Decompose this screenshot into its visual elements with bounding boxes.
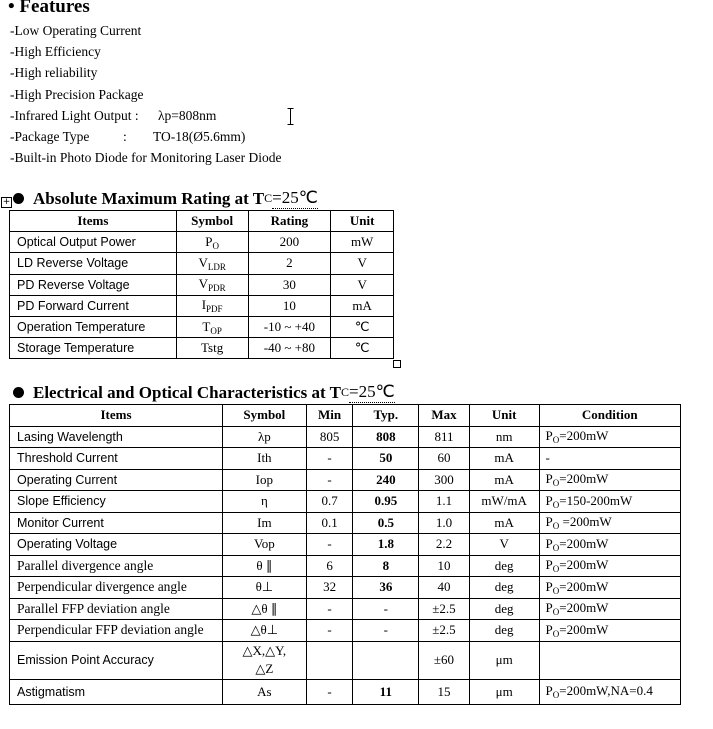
col-header: Min [306, 405, 353, 427]
features-heading: • Features [8, 0, 90, 18]
feature-item: -High Precision Package [10, 86, 144, 102]
table-row: Optical Output Power $P_O$ 200 mW [10, 232, 394, 253]
col-header: Condition [539, 405, 681, 427]
col-header: Unit [469, 405, 539, 427]
col-header: Items [10, 211, 177, 232]
col-header: Unit [331, 211, 394, 232]
table-header-row [10, 211, 394, 232]
feature-value: λp=808nm [158, 107, 217, 123]
bullet-icon [13, 387, 24, 398]
table-row: Monitor Current Im 0.1 0.5 1.0 mA $P_O =200mW$ [10, 512, 681, 534]
feature-item: -Low Operating Current [10, 23, 142, 38]
text-cursor-icon [287, 108, 294, 125]
table-row: Parallel divergence angle θ ∥ 6 8 10 deg $P_O=200mW$ [10, 555, 681, 577]
table-row: Perpendicular divergence angle θ⊥ 32 36 40 deg $P_O=200mW$ [10, 577, 681, 599]
col-header: Rating [248, 211, 331, 232]
table-row: Threshold Current Ith - 50 60 mA - [10, 448, 681, 470]
eo-table [9, 404, 681, 705]
table-row: Lasing Wavelength λp 805 808 811 nm $P_O=200mW$ [10, 426, 681, 448]
table-header-row [10, 405, 681, 427]
table-row: Operating Current Iop - 240 300 mA $P_O=200mW$ [10, 469, 681, 491]
table-row: Slope Efficiency η 0.7 0.95 1.1 mW/mA $P_O=150-200mW$ [10, 491, 681, 513]
col-header: Symbol [222, 405, 306, 427]
feature-item: -Infrared Light Output : λp=808nm [10, 107, 217, 123]
feature-item: -Package Type : TO-18(Ø5.6mm) [10, 128, 246, 144]
feature-value: TO-18(Ø5.6mm) [153, 128, 246, 144]
table-resize-handle-icon[interactable] [393, 360, 401, 368]
features-title: Features [19, 0, 90, 17]
abs-max-title: Absolute Maximum Rating at T [33, 188, 265, 208]
table-row: Parallel FFP deviation angle △θ ∥ - - ±2.5 deg $P_O=200mW$ [10, 598, 681, 620]
table-row: LD Reverse Voltage $V_{LDR}$ 2 V [10, 253, 394, 274]
col-header: Symbol [176, 211, 248, 232]
bullet-icon [13, 193, 24, 204]
table-row: Perpendicular FFP deviation angle △θ⊥ - - ±2.5 deg $P_O=200mW$ [10, 620, 681, 642]
features-list [10, 22, 281, 170]
abs-max-heading: Absolute Maximum Rating at T C =25℃ [13, 188, 318, 209]
col-header: Typ. [353, 405, 419, 427]
feature-item: -High reliability [10, 65, 98, 81]
table-row: PD Reverse Voltage $V_{PDR}$ 30 V [10, 274, 394, 295]
table-row: Astigmatism As - 11 15 μm $P_O=200mW,NA=0.4$ [10, 679, 681, 704]
abs-max-table [9, 210, 394, 359]
feature-colon: : [123, 128, 127, 144]
eo-title: Electrical and Optical Characteristics at T [33, 382, 341, 402]
table-row: Operating Voltage Vop - 1.8 2.2 V $P_O=200mW$ [10, 534, 681, 556]
table-row: Storage Temperature Tstg -40 ~ +80 ℃ [10, 338, 394, 359]
table-row: PD Forward Current $I_{PDF}$ 10 mA [10, 295, 394, 316]
col-header: Items [10, 405, 223, 427]
table-row: Operation Temperature $T_{OP}$ -10 ~ +40 ℃ [10, 316, 394, 337]
col-header: Max [419, 405, 470, 427]
eo-heading: Electrical and Optical Characteristics at T C =25℃ [13, 382, 395, 403]
table-move-handle-icon[interactable]: + [2, 197, 11, 207]
table-row: Emission Point Accuracy △X,△Y, △Z ±60 μm [10, 641, 681, 679]
feature-item: -Built-in Photo Diode for Monitoring Laser Diode [10, 150, 282, 166]
feature-item: -High Efficiency [10, 44, 101, 60]
